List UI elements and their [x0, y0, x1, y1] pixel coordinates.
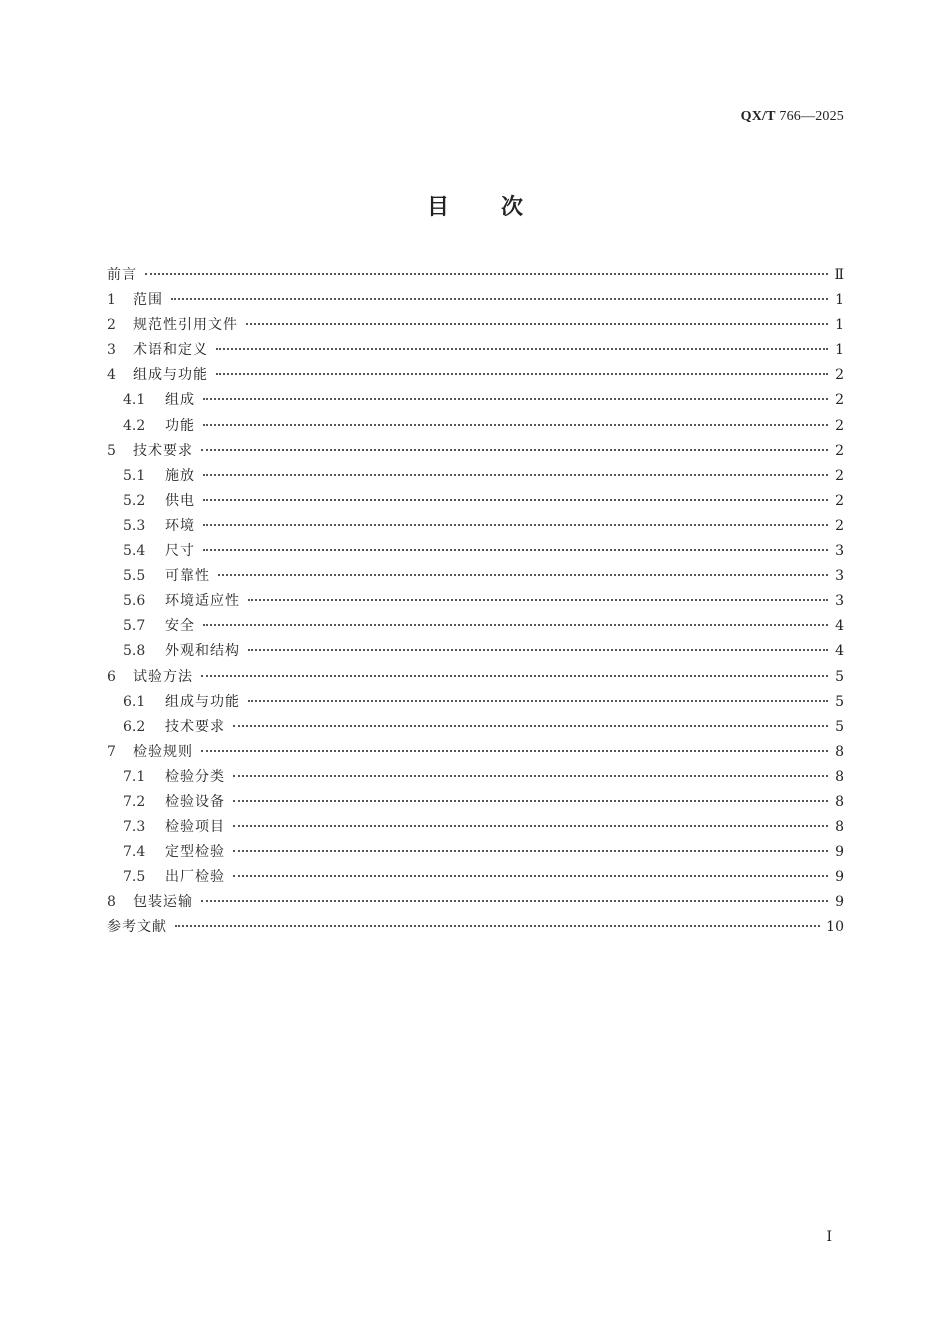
- toc-dot-leader: [203, 424, 828, 426]
- toc-entry-number: 4.1: [123, 392, 146, 409]
- toc-entry-number: 4: [107, 367, 116, 384]
- table-of-contents: [107, 263, 844, 941]
- toc-dot-leader: [171, 298, 828, 300]
- toc-entry-page: 8: [835, 793, 844, 810]
- toc-entry-number: 5.6: [123, 593, 146, 610]
- toc-entry-page: 1: [835, 342, 844, 359]
- toc-entry-label: 环境: [165, 517, 195, 534]
- toc-entry[interactable]: [107, 338, 844, 363]
- toc-dot-leader: [201, 750, 828, 752]
- toc-dot-leader: [233, 775, 828, 777]
- toc-entry-page: 5: [835, 693, 844, 710]
- page-number: Ⅰ: [826, 1229, 832, 1245]
- toc-entry[interactable]: [107, 639, 844, 664]
- toc-entry-number: 7.3: [123, 819, 146, 836]
- toc-entry-page: 5: [835, 668, 844, 685]
- toc-entry-page: 1: [835, 292, 844, 309]
- toc-entry-page: 1: [835, 317, 844, 334]
- toc-entry-number: 7.5: [123, 869, 146, 886]
- toc-dot-leader: [233, 875, 828, 877]
- toc-entry[interactable]: [107, 790, 844, 815]
- toc-dot-leader: [203, 474, 828, 476]
- toc-entry-label: 组成与功能: [165, 693, 240, 710]
- toc-entry[interactable]: [107, 514, 844, 539]
- toc-entry-label: 功能: [165, 417, 195, 434]
- toc-entry-page: 10: [826, 919, 844, 936]
- toc-entry-number: 3: [107, 342, 116, 359]
- toc-entry-number: 8: [107, 894, 116, 911]
- toc-entry[interactable]: [107, 313, 844, 338]
- toc-dot-leader: [203, 549, 828, 551]
- toc-dot-leader: [201, 675, 828, 677]
- toc-entry-number: 5.5: [123, 568, 146, 585]
- toc-entry[interactable]: [107, 363, 844, 388]
- toc-entry[interactable]: [107, 665, 844, 690]
- toc-entry-page: 5: [835, 718, 844, 735]
- toc-entry-number: 4.2: [123, 417, 146, 434]
- toc-entry-label: 检验规则: [133, 743, 193, 760]
- toc-entry[interactable]: [107, 890, 844, 915]
- toc-dot-leader: [233, 725, 828, 727]
- toc-entry-page: 2: [835, 417, 844, 434]
- toc-dot-leader: [248, 599, 828, 601]
- toc-entry-label: 技术要求: [133, 442, 193, 459]
- toc-entry-page: 2: [835, 492, 844, 509]
- toc-entry-label: 施放: [165, 467, 195, 484]
- toc-entry[interactable]: [107, 815, 844, 840]
- toc-entry[interactable]: [107, 439, 844, 464]
- toc-entry-page: 2: [835, 517, 844, 534]
- toc-entry-number: 5.2: [123, 492, 146, 509]
- toc-entry-label: 前言: [107, 267, 137, 283]
- toc-entry-label: 外观和结构: [165, 643, 240, 660]
- toc-entry-number: 7.2: [123, 793, 146, 810]
- toc-entry-number: 1: [107, 292, 116, 309]
- toc-entry[interactable]: [107, 539, 844, 564]
- toc-entry-number: 5: [107, 442, 116, 459]
- toc-entry-number: 5.1: [123, 467, 146, 484]
- toc-entry-number: 5.3: [123, 517, 146, 534]
- toc-dot-leader: [218, 574, 828, 576]
- toc-entry-page: 4: [835, 618, 844, 635]
- toc-entry[interactable]: [107, 263, 844, 288]
- toc-entry-page: 9: [835, 844, 844, 861]
- toc-dot-leader: [248, 700, 828, 702]
- toc-entry[interactable]: [107, 765, 844, 790]
- toc-entry[interactable]: [107, 865, 844, 890]
- toc-entry-page: 2: [835, 442, 844, 459]
- toc-entry-label: 组成与功能: [133, 367, 208, 384]
- title-char-1: 目: [426, 195, 449, 220]
- toc-entry-page: 3: [835, 568, 844, 585]
- toc-entry-page: 3: [835, 593, 844, 610]
- toc-entry-page: 2: [835, 367, 844, 384]
- toc-entry[interactable]: [107, 464, 844, 489]
- toc-entry-number: 2: [107, 317, 116, 334]
- toc-dot-leader: [203, 624, 828, 626]
- toc-entry[interactable]: [107, 564, 844, 589]
- toc-entry-label: 可靠性: [165, 568, 210, 585]
- toc-entry-label: 定型检验: [165, 844, 225, 861]
- toc-dot-leader: [248, 649, 828, 651]
- toc-entry-label: 尺寸: [165, 543, 195, 560]
- toc-entry[interactable]: [107, 489, 844, 514]
- toc-entry[interactable]: [107, 388, 844, 413]
- toc-entry-label: 范围: [133, 292, 163, 309]
- toc-entry[interactable]: [107, 288, 844, 313]
- standard-code-number: 766—2025: [779, 109, 844, 124]
- toc-dot-leader: [201, 900, 828, 902]
- toc-dot-leader: [216, 348, 828, 350]
- toc-entry-number: 7: [107, 743, 116, 760]
- toc-dot-leader: [145, 273, 828, 275]
- toc-dot-leader: [246, 323, 828, 325]
- toc-entry-number: 5.8: [123, 643, 146, 660]
- toc-entry-page: 2: [835, 392, 844, 409]
- toc-entry-label: 检验设备: [165, 793, 225, 810]
- toc-entry-page: 9: [835, 869, 844, 886]
- toc-entry-label: 安全: [165, 618, 195, 635]
- toc-entry-number: 6.2: [123, 718, 146, 735]
- toc-entry-label: 包装运输: [133, 894, 193, 911]
- toc-entry-page: Ⅱ: [834, 267, 844, 283]
- toc-dot-leader: [203, 398, 828, 400]
- toc-entry[interactable]: [107, 715, 844, 740]
- toc-entry-number: 5.7: [123, 618, 146, 635]
- toc-entry-page: 3: [835, 543, 844, 560]
- toc-entry[interactable]: [107, 414, 844, 439]
- toc-dot-leader: [203, 499, 828, 501]
- toc-entry-label: 检验项目: [165, 819, 225, 836]
- toc-dot-leader: [175, 925, 820, 927]
- toc-entry-label: 组成: [165, 392, 195, 409]
- toc-entry-number: 6.1: [123, 693, 146, 710]
- toc-entry-page: 8: [835, 743, 844, 760]
- toc-entry-label: 技术要求: [165, 718, 225, 735]
- toc-entry[interactable]: [107, 840, 844, 865]
- toc-dot-leader: [233, 850, 828, 852]
- toc-entry-label: 参考文献: [107, 919, 167, 936]
- toc-dot-leader: [201, 449, 828, 451]
- toc-entry-number: 6: [107, 668, 116, 685]
- toc-entry-label: 规范性引用文件: [133, 317, 238, 334]
- page-title: [0, 190, 950, 221]
- toc-entry-label: 试验方法: [133, 668, 193, 685]
- standard-code: [741, 109, 844, 125]
- toc-entry-number: 7.1: [123, 768, 146, 785]
- toc-dot-leader: [216, 373, 828, 375]
- toc-entry-page: 9: [835, 894, 844, 911]
- toc-dot-leader: [233, 825, 828, 827]
- toc-entry-page: 8: [835, 768, 844, 785]
- toc-entry-number: 5.4: [123, 543, 146, 560]
- toc-entry[interactable]: [107, 690, 844, 715]
- toc-entry-number: 7.4: [123, 844, 146, 861]
- toc-entry-page: 2: [835, 467, 844, 484]
- toc-entry[interactable]: [107, 589, 844, 614]
- toc-entry-page: 8: [835, 819, 844, 836]
- toc-entry-page: 4: [835, 643, 844, 660]
- toc-dot-leader: [233, 800, 828, 802]
- toc-entry[interactable]: [107, 740, 844, 765]
- toc-entry-label: 供电: [165, 492, 195, 509]
- toc-entry-label: 出厂检验: [165, 869, 225, 886]
- toc-entry[interactable]: [107, 915, 844, 940]
- toc-dot-leader: [203, 524, 828, 526]
- toc-entry[interactable]: [107, 614, 844, 639]
- title-char-2: 次: [501, 195, 524, 220]
- standard-code-prefix: QX/T: [740, 109, 776, 124]
- toc-entry-label: 术语和定义: [133, 342, 208, 359]
- toc-entry-label: 检验分类: [165, 768, 225, 785]
- toc-entry-label: 环境适应性: [165, 593, 240, 610]
